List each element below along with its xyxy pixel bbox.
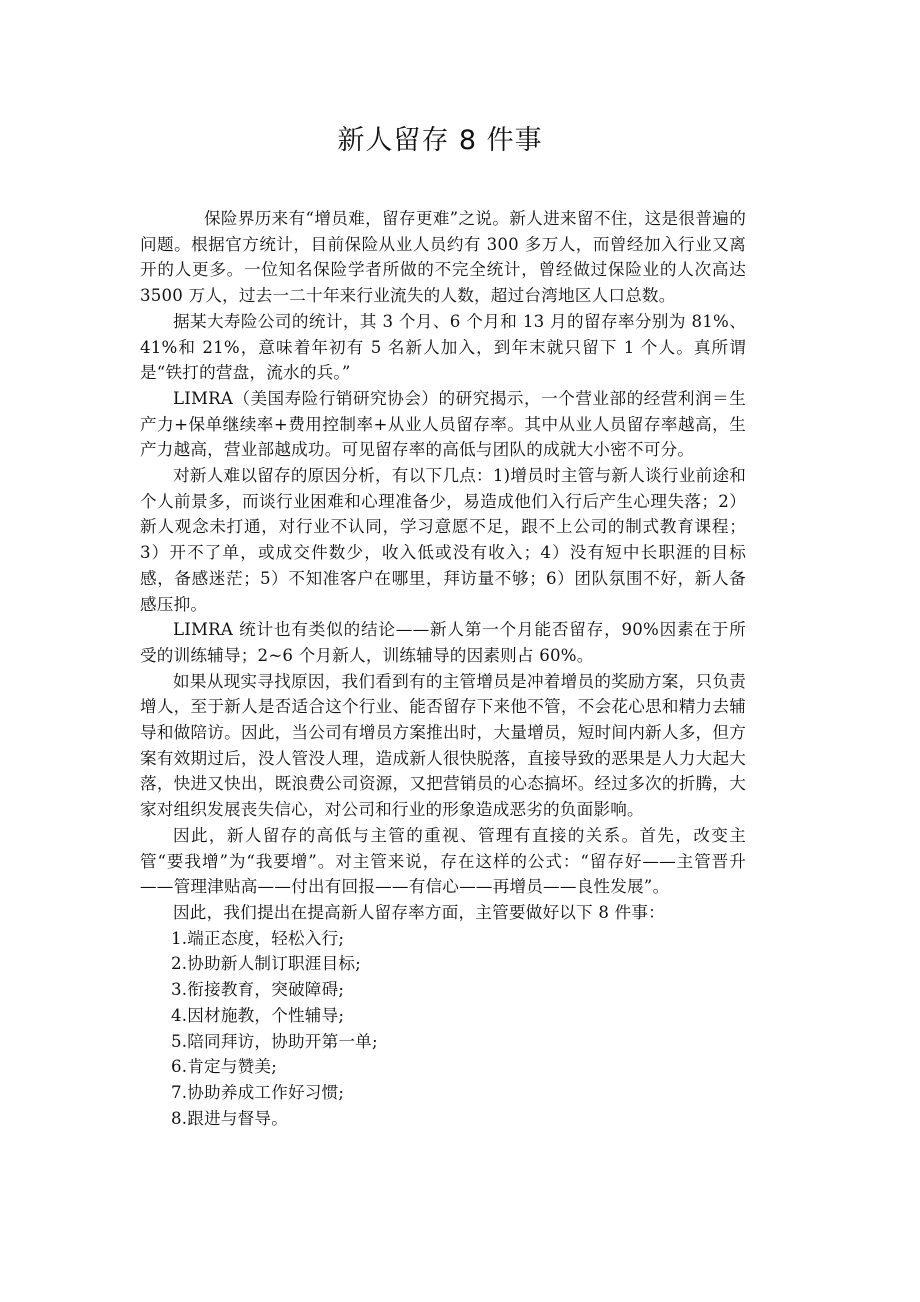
paragraph-intro: 保险界历来有“增员难，留存更难”之说。新人进来留不住，这是很普遍的问题。根据官方统计，目前保险从业人员约有 300 多万人，而曾经加入行业又离开的人更多。一位知名保险学者所做的不完全统计，曾经做过保险业的人次高达 3500 万人，过去一二十年来行业流失的人数，超过台湾地区人口总数。 (140, 209, 746, 306)
paragraph-retention-stats: 据某大寿险公司的统计，其 3 个月、6 个月和 13 月的留存率分别为 81%、41%和 21%，意味着年初有 5 名新人加入，到年末就只留下 1 个人。真所谓是“铁打的营盘，流水的兵。” (140, 311, 746, 383)
list-item: 7.协助养成工作好习惯; (171, 1082, 345, 1102)
document-body (140, 206, 746, 1131)
paragraph-limra-research: LIMRA（美国寿险行销研究协会）的研究揭示，一个营业部的经营利润＝生产力+保单继续率+费用控制率+从业人员留存率。其中从业人员留存率越高，生产力越高，营业部越成功。可见留存率的高低与团队的成就大小密不可分。 (140, 388, 746, 460)
list-item: 2.协助新人制订职涯目标; (171, 954, 361, 974)
list-item: 8.跟进与督导。 (171, 1108, 288, 1128)
paragraph-manager-role: 因此，新人留存的高低与主管的重视、管理有直接的关系。首先，改变主管“要我增”为“我要增”。对主管来说，存在这样的公式：“留存好——主管晋升——管理津贴高——付出有回报——有信心——再增员——良性发展”。 (140, 825, 746, 897)
list-item: 4.因材施教，个性辅导; (171, 1005, 345, 1025)
paragraph-eight-things-intro: 因此，我们提出在提高新人留存率方面，主管要做好以下 8 件事： (173, 902, 665, 922)
paragraph-limra-stats: LIMRA 统计也有类似的结论——新人第一个月能否留存，90%因素在于所受的训练辅导；2~6 个月新人，训练辅导的因素则占 60%。 (140, 620, 746, 665)
paragraph-real-causes: 如果从现实寻找原因，我们看到有的主管增员是冲着增员的奖励方案，只负责增人，至于新人是否适合这个行业、能否留存下来他不管，不会花心思和精力去辅导和做陪访。因此，当公司有增员方案推出时，大量增员，短时间内新人多，但方案有效期过后，没人管没人理，造成新人很快脱落，直接导致的恶果是人力大起大落，快进又快出，既浪费公司资源，又把营销员的心态搞坏。经过多次的折腾，大家对组织发展丧失信心，对公司和行业的形象造成恶劣的负面影响。 (140, 671, 746, 820)
document-title: 新人留存 8 件事 (337, 125, 543, 156)
eight-things-list (140, 926, 746, 1132)
list-item: 1.端正态度，轻松入行; (171, 928, 345, 948)
list-item: 3.衔接教育，突破障碍; (171, 980, 345, 1000)
paragraph-reasons: 对新人难以留存的原因分析，有以下几点：1)增员时主管与新人谈行业前途和个人前景多，而谈行业困难和心理准备少，易造成他们入行后产生心理失落；2）新人观念未打通，对行业不认同，学习意愿不足，跟不上公司的制式教育课程；3）开不了单，或成交件数少，收入低或没有收入；4）没有短中长职涯的目标感，备感迷茫；5）不知准客户在哪里，拜访量不够；6）团队氛围不好，新人备感压抑。 (140, 466, 746, 614)
list-item: 5.陪同拜访，协助开第一单; (171, 1031, 378, 1051)
list-item: 6.肯定与赞美; (171, 1057, 277, 1077)
